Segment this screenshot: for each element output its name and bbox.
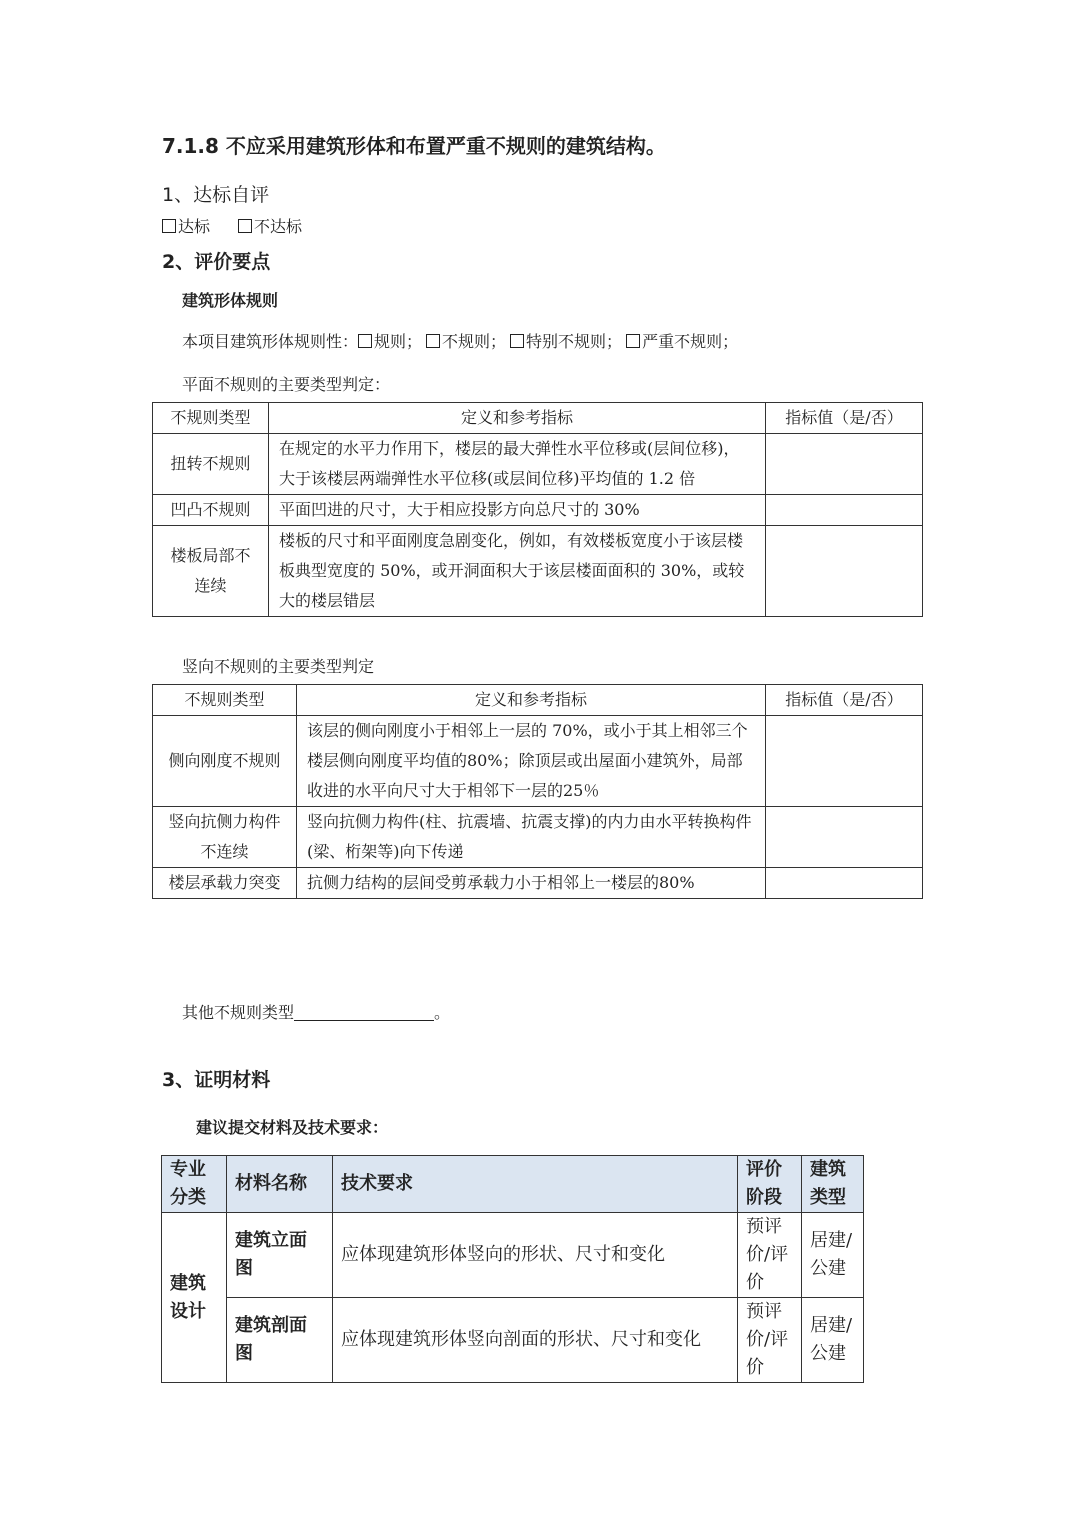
option-pass[interactable]: 达标 xyxy=(162,214,210,237)
indicator-value-cell[interactable] xyxy=(766,868,923,899)
regularity-line: 本项目建筑形体规则性： 规则； 不规则； 特别不规则； 严重不规则； xyxy=(182,329,742,352)
header-type: 不规则类型 xyxy=(153,403,269,434)
checkbox-icon[interactable] xyxy=(358,334,372,348)
regularity-option[interactable]: 严重不规则； xyxy=(626,329,738,352)
section-2-title: 2、评价要点 xyxy=(162,251,271,273)
table-row xyxy=(153,526,923,617)
material-building-type: 居建/公建 xyxy=(802,1298,864,1383)
irregularity-type: 扭转不规则 xyxy=(153,434,269,495)
indicator-value-cell[interactable] xyxy=(766,716,923,807)
checkbox-icon[interactable] xyxy=(162,219,176,233)
other-irregularity-input[interactable] xyxy=(294,1004,434,1021)
table-row xyxy=(153,434,923,495)
table-row xyxy=(162,1213,864,1298)
irregularity-type: 楼层承载力突变 xyxy=(153,868,297,899)
irregularity-definition: 平面凹进的尺寸，大于相应投影方向总尺寸的 30% xyxy=(269,495,766,526)
table-row xyxy=(153,868,923,899)
table-header-row xyxy=(162,1156,864,1213)
irregularity-definition: 竖向抗侧力构件(柱、抗震墙、抗震支撑)的内力由水平转换构件(梁、桁架等)向下传递 xyxy=(297,807,766,868)
header-value: 指标值（是/否） xyxy=(766,685,923,716)
indicator-value-cell[interactable] xyxy=(766,434,923,495)
plan-irregularity-table xyxy=(152,402,923,617)
irregularity-definition: 楼板的尺寸和平面刚度急剧变化，例如，有效楼板宽度小于该层楼板典型宽度的 50%，或开洞面积大于该层楼面面积的 30%，或较大的楼层错层 xyxy=(269,526,766,617)
material-category: 建筑设计 xyxy=(162,1213,227,1383)
header-building-type: 建筑类型 xyxy=(802,1156,864,1213)
header-definition: 定义和参考指标 xyxy=(297,685,766,716)
material-building-type: 居建/公建 xyxy=(802,1213,864,1298)
section-2-subtitle: 建筑形体规则 xyxy=(182,291,279,310)
materials-table xyxy=(161,1155,864,1383)
header-definition: 定义和参考指标 xyxy=(269,403,766,434)
table-row xyxy=(153,807,923,868)
vertical-irregularity-table xyxy=(152,684,923,899)
irregularity-definition: 抗侧力结构的层间受剪承载力小于相邻上一楼层的80% xyxy=(297,868,766,899)
checkbox-icon[interactable] xyxy=(426,334,440,348)
section-3-title: 3、证明材料 xyxy=(162,1069,271,1091)
irregularity-type: 侧向刚度不规则 xyxy=(153,716,297,807)
indicator-value-cell[interactable] xyxy=(766,526,923,617)
regularity-option[interactable]: 特别不规则； xyxy=(510,329,622,352)
plan-table-label: 平面不规则的主要类型判定： xyxy=(182,375,391,394)
header-material-name: 材料名称 xyxy=(227,1156,333,1213)
other-irregularity-line: 其他不规则类型 。 xyxy=(182,1003,451,1022)
header-type: 不规则类型 xyxy=(153,685,297,716)
page-heading: 7.1.8 不应采用建筑形体和布置严重不规则的建筑结构。 xyxy=(162,134,666,158)
regularity-option[interactable]: 不规则； xyxy=(426,329,506,352)
section-3-subtitle: 建议提交材料及技术要求： xyxy=(196,1118,389,1137)
irregularity-definition: 在规定的水平力作用下，楼层的最大弹性水平位移或(层间位移)，大于该楼层两端弹性水平位移(或层间位移)平均值的 1.2 倍 xyxy=(269,434,766,495)
irregularity-type: 凹凸不规则 xyxy=(153,495,269,526)
material-name: 建筑立面图 xyxy=(227,1213,333,1298)
material-stage: 预评价/评价 xyxy=(738,1213,802,1298)
section-1-title: 1、达标自评 xyxy=(162,184,270,206)
indicator-value-cell[interactable] xyxy=(766,807,923,868)
material-requirement: 应体现建筑形体竖向剖面的形状、尺寸和变化 xyxy=(333,1298,738,1383)
self-assessment-options xyxy=(162,214,330,237)
irregularity-type: 楼板局部不连续 xyxy=(153,526,269,617)
irregularity-definition: 该层的侧向刚度小于相邻上一层的 70%，或小于其上相邻三个楼层侧向刚度平均值的80%；除顶层或出屋面小建筑外，局部收进的水平向尺寸大于相邻下一层的25％ xyxy=(297,716,766,807)
material-requirement: 应体现建筑形体竖向的形状、尺寸和变化 xyxy=(333,1213,738,1298)
vertical-table-label: 竖向不规则的主要类型判定 xyxy=(182,657,375,676)
checkbox-icon[interactable] xyxy=(510,334,524,348)
regularity-option[interactable]: 规则； xyxy=(358,329,422,352)
indicator-value-cell[interactable] xyxy=(766,495,923,526)
table-header-row xyxy=(153,403,923,434)
header-stage: 评价阶段 xyxy=(738,1156,802,1213)
table-header-row xyxy=(153,685,923,716)
table-row xyxy=(153,495,923,526)
table-row xyxy=(153,716,923,807)
header-requirement: 技术要求 xyxy=(333,1156,738,1213)
material-name: 建筑剖面图 xyxy=(227,1298,333,1383)
option-fail[interactable]: 不达标 xyxy=(238,214,302,237)
material-stage: 预评价/评价 xyxy=(738,1298,802,1383)
irregularity-type: 竖向抗侧力构件不连续 xyxy=(153,807,297,868)
checkbox-icon[interactable] xyxy=(626,334,640,348)
checkbox-icon[interactable] xyxy=(238,219,252,233)
header-category: 专业分类 xyxy=(162,1156,227,1213)
header-value: 指标值（是/否） xyxy=(766,403,923,434)
table-row xyxy=(162,1298,864,1383)
